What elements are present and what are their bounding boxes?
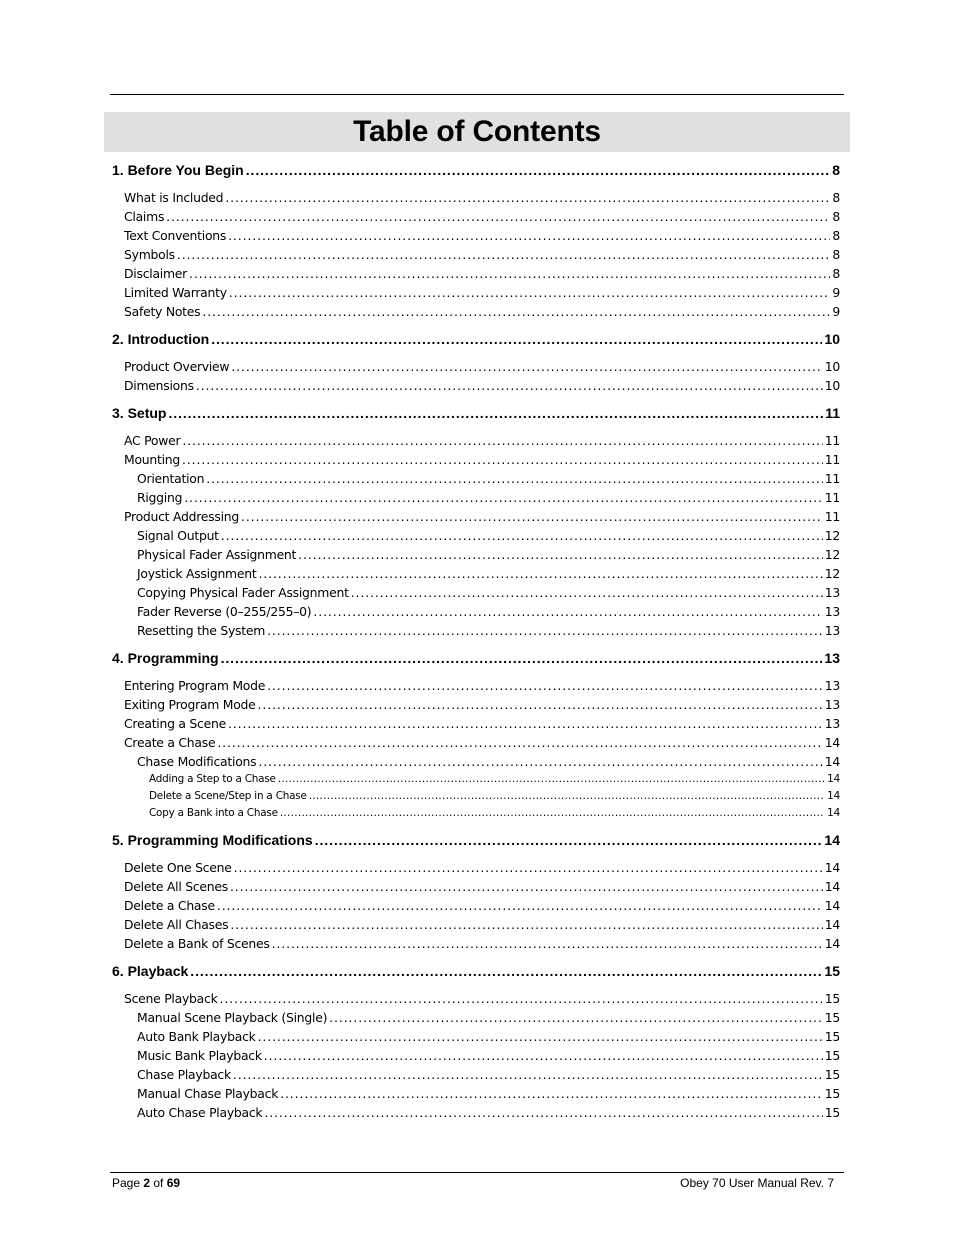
toc-label: Rigging xyxy=(137,490,183,505)
toc-page-number: 8 xyxy=(832,209,840,224)
toc-label: Delete a Bank of Scenes xyxy=(124,936,270,951)
footer-rule xyxy=(110,1172,844,1173)
toc-label: Creating a Scene xyxy=(124,716,226,731)
toc-label: Dimensions xyxy=(124,378,194,393)
toc-page-number: 8 xyxy=(832,162,840,178)
toc-page-number: 13 xyxy=(824,604,840,619)
toc-entry[interactable] xyxy=(112,247,840,262)
toc-page-number: 14 xyxy=(824,879,840,894)
page-prefix: Page xyxy=(112,1176,144,1190)
toc-page-number: 10 xyxy=(824,378,840,393)
toc-entry[interactable] xyxy=(112,1010,840,1025)
dot-leader xyxy=(217,898,823,913)
dot-leader xyxy=(182,433,822,448)
toc-entry[interactable] xyxy=(112,471,840,486)
toc-entry[interactable] xyxy=(112,509,840,524)
toc-heading[interactable] xyxy=(112,963,840,979)
dot-leader xyxy=(166,209,830,224)
toc-entry[interactable] xyxy=(112,547,840,562)
toc-page-number: 8 xyxy=(832,266,840,281)
page-title: Table of Contents xyxy=(353,115,601,148)
toc-label: Product Overview xyxy=(124,359,230,374)
toc-page-number: 9 xyxy=(832,285,840,300)
toc-entry[interactable] xyxy=(112,490,840,505)
toc-entry[interactable] xyxy=(112,790,840,802)
dot-leader xyxy=(278,773,825,785)
toc-page-number: 8 xyxy=(832,228,840,243)
dot-leader xyxy=(351,585,823,600)
dot-leader xyxy=(241,509,823,524)
toc-entry[interactable] xyxy=(112,266,840,281)
dot-leader xyxy=(184,490,823,505)
toc-entry[interactable] xyxy=(112,1048,840,1063)
toc-page-number: 12 xyxy=(824,547,840,562)
toc-entry[interactable] xyxy=(112,898,840,913)
page-total: 69 xyxy=(166,1176,181,1190)
dot-leader xyxy=(206,471,823,486)
toc-page-number: 8 xyxy=(832,247,840,262)
toc-label: Delete One Scene xyxy=(124,860,232,875)
dot-leader xyxy=(168,405,823,421)
toc-page-number: 11 xyxy=(824,433,840,448)
toc-heading[interactable] xyxy=(112,162,840,178)
toc-entry[interactable] xyxy=(112,623,840,638)
toc-label: Manual Chase Playback xyxy=(137,1086,279,1101)
toc-entry[interactable] xyxy=(112,860,840,875)
toc-label: Delete All Scenes xyxy=(124,879,228,894)
header-rule xyxy=(110,94,844,95)
manual-title: Obey 70 User Manual Rev. 7 xyxy=(680,1176,834,1190)
toc-page-number: 14 xyxy=(824,735,840,750)
toc-page-number: 11 xyxy=(825,405,840,421)
toc-entry[interactable] xyxy=(112,604,840,619)
dot-leader xyxy=(221,650,823,666)
dot-leader xyxy=(233,1067,823,1082)
toc-entry[interactable] xyxy=(112,285,840,300)
toc-page-number: 10 xyxy=(824,359,840,374)
toc-page-number: 11 xyxy=(824,471,840,486)
dot-leader xyxy=(230,879,823,894)
toc-label: Entering Program Mode xyxy=(124,678,266,693)
toc-entry[interactable] xyxy=(112,585,840,600)
toc-entry[interactable] xyxy=(112,917,840,932)
toc-entry[interactable] xyxy=(112,1067,840,1082)
toc-label: Chase Modifications xyxy=(137,754,257,769)
toc-heading[interactable] xyxy=(112,650,840,666)
dot-leader xyxy=(264,1048,823,1063)
page-current: 2 xyxy=(143,1176,151,1190)
toc-label: Exiting Program Mode xyxy=(124,697,256,712)
toc-page-number: 11 xyxy=(824,490,840,505)
dot-leader xyxy=(280,807,825,819)
dot-leader xyxy=(177,247,830,262)
toc-page-number: 13 xyxy=(824,623,840,638)
toc-page-number: 9 xyxy=(832,304,840,319)
toc-heading[interactable] xyxy=(112,405,840,421)
toc-label: 5. Programming Modifications xyxy=(112,832,313,848)
toc-page-number: 13 xyxy=(824,650,840,666)
dot-leader xyxy=(225,190,830,205)
page-of: of xyxy=(150,1176,167,1190)
toc-label: Auto Chase Playback xyxy=(137,1105,263,1120)
toc-page-number: 13 xyxy=(824,697,840,712)
toc-label: Text Conventions xyxy=(124,228,227,243)
toc-label: Physical Fader Assignment xyxy=(137,547,297,562)
dot-leader xyxy=(221,528,823,543)
toc-label: Chase Playback xyxy=(137,1067,231,1082)
toc-entry[interactable] xyxy=(112,773,840,785)
dot-leader xyxy=(258,566,822,581)
toc-page-number: 15 xyxy=(824,1029,840,1044)
dot-leader xyxy=(220,991,823,1006)
toc-page-number: 13 xyxy=(824,585,840,600)
toc-label: Scene Playback xyxy=(124,991,218,1006)
toc-page-number: 14 xyxy=(824,832,840,848)
dot-leader xyxy=(258,697,823,712)
toc-label: 1. Before You Begin xyxy=(112,162,244,178)
toc-label: Claims xyxy=(124,209,165,224)
toc-page-number: 11 xyxy=(824,509,840,524)
dot-leader xyxy=(298,547,823,562)
page-number xyxy=(112,1176,180,1190)
toc-label: Symbols xyxy=(124,247,175,262)
toc-entry[interactable] xyxy=(112,209,840,224)
dot-leader xyxy=(229,285,831,300)
dot-leader xyxy=(228,716,823,731)
toc-entry[interactable] xyxy=(112,378,840,393)
toc-page-number: 15 xyxy=(824,1010,840,1025)
toc-label: AC Power xyxy=(124,433,181,448)
toc-page-number: 12 xyxy=(824,566,840,581)
toc-label: 4. Programming xyxy=(112,650,219,666)
toc-page-number: 14 xyxy=(824,917,840,932)
dot-leader xyxy=(280,1086,823,1101)
toc-entry[interactable] xyxy=(112,359,840,374)
toc-entry[interactable] xyxy=(112,678,840,693)
toc-page-number: 14 xyxy=(827,790,840,802)
dot-leader xyxy=(182,452,823,467)
toc-label: Adding a Step to a Chase xyxy=(149,773,276,785)
toc-entry[interactable] xyxy=(112,190,840,205)
toc-page-number: 15 xyxy=(824,1086,840,1101)
toc-entry[interactable] xyxy=(112,452,840,467)
toc-entry[interactable] xyxy=(112,991,840,1006)
toc-label: 3. Setup xyxy=(112,405,167,421)
dot-leader xyxy=(228,228,830,243)
dot-leader xyxy=(329,1010,823,1025)
toc-entry[interactable] xyxy=(112,735,840,750)
dot-leader xyxy=(315,832,823,848)
toc-label: 6. Playback xyxy=(112,963,189,979)
toc-label: Mounting xyxy=(124,452,180,467)
toc-page-number: 12 xyxy=(824,528,840,543)
dot-leader xyxy=(202,304,830,319)
toc-label: What is Included xyxy=(124,190,224,205)
toc-label: Product Addressing xyxy=(124,509,239,524)
toc-entry[interactable] xyxy=(112,1105,840,1120)
toc-page-number: 14 xyxy=(827,773,840,785)
dot-leader xyxy=(258,1029,823,1044)
toc-label: Fader Reverse (0–255/255–0) xyxy=(137,604,312,619)
dot-leader xyxy=(272,936,823,951)
dot-leader xyxy=(264,1105,822,1120)
dot-leader xyxy=(189,266,830,281)
toc-label: Delete a Scene/Step in a Chase xyxy=(149,790,307,802)
toc-entry[interactable] xyxy=(112,528,840,543)
toc-label: Auto Bank Playback xyxy=(137,1029,256,1044)
toc-page-number: 15 xyxy=(824,1048,840,1063)
dot-leader xyxy=(190,963,822,979)
dot-leader xyxy=(234,860,823,875)
toc-page-number: 10 xyxy=(824,331,840,347)
toc-page-number: 14 xyxy=(824,754,840,769)
toc-page-number: 14 xyxy=(824,936,840,951)
toc-label: Create a Chase xyxy=(124,735,216,750)
toc-entry[interactable] xyxy=(112,697,840,712)
toc-label: Delete All Chases xyxy=(124,917,229,932)
toc-label: Delete a Chase xyxy=(124,898,215,913)
toc-label: Limited Warranty xyxy=(124,285,227,300)
toc-page-number: 15 xyxy=(824,1067,840,1082)
toc-label: Music Bank Playback xyxy=(137,1048,262,1063)
toc-page-number: 13 xyxy=(824,716,840,731)
toc-page-number: 14 xyxy=(824,898,840,913)
toc-entry[interactable] xyxy=(112,1029,840,1044)
toc-heading[interactable] xyxy=(112,331,840,347)
toc-entry[interactable] xyxy=(112,228,840,243)
dot-leader xyxy=(246,162,830,178)
toc-label: Disclaimer xyxy=(124,266,188,281)
dot-leader xyxy=(196,378,823,393)
toc-page-number: 15 xyxy=(824,991,840,1006)
dot-leader xyxy=(211,331,822,347)
toc-label: Signal Output xyxy=(137,528,219,543)
dot-leader xyxy=(267,623,823,638)
toc-label: Joystick Assignment xyxy=(137,566,257,581)
toc-page-number: 11 xyxy=(824,452,840,467)
toc-label: Copying Physical Fader Assignment xyxy=(137,585,349,600)
toc-entry[interactable] xyxy=(112,1086,840,1101)
toc-page-number: 13 xyxy=(824,678,840,693)
toc-page-number: 8 xyxy=(832,190,840,205)
toc-entry[interactable] xyxy=(112,566,840,581)
toc-entry[interactable] xyxy=(112,807,840,819)
dot-leader xyxy=(309,790,825,802)
toc-page-number: 14 xyxy=(827,807,840,819)
toc-label: Copy a Bank into a Chase xyxy=(149,807,278,819)
dot-leader xyxy=(231,359,822,374)
toc-entry[interactable] xyxy=(112,879,840,894)
toc-entry[interactable] xyxy=(112,936,840,951)
dot-leader xyxy=(258,754,822,769)
dot-leader xyxy=(230,917,822,932)
toc-label: Resetting the System xyxy=(137,623,266,638)
toc-page-number: 15 xyxy=(824,1105,840,1120)
toc-label: Manual Scene Playback (Single) xyxy=(137,1010,328,1025)
toc-entry[interactable] xyxy=(112,716,840,731)
toc-label: 2. Introduction xyxy=(112,331,210,347)
title-band xyxy=(104,112,850,152)
toc-label: Safety Notes xyxy=(124,304,201,319)
dot-leader xyxy=(267,678,823,693)
toc-heading[interactable] xyxy=(112,832,840,848)
toc-page-number: 14 xyxy=(824,860,840,875)
dot-leader xyxy=(313,604,822,619)
toc-entry[interactable] xyxy=(112,433,840,448)
dot-leader xyxy=(217,735,822,750)
toc-label: Orientation xyxy=(137,471,205,486)
toc-entry[interactable] xyxy=(112,754,840,769)
toc-page-number: 15 xyxy=(824,963,840,979)
toc-entry[interactable] xyxy=(112,304,840,319)
